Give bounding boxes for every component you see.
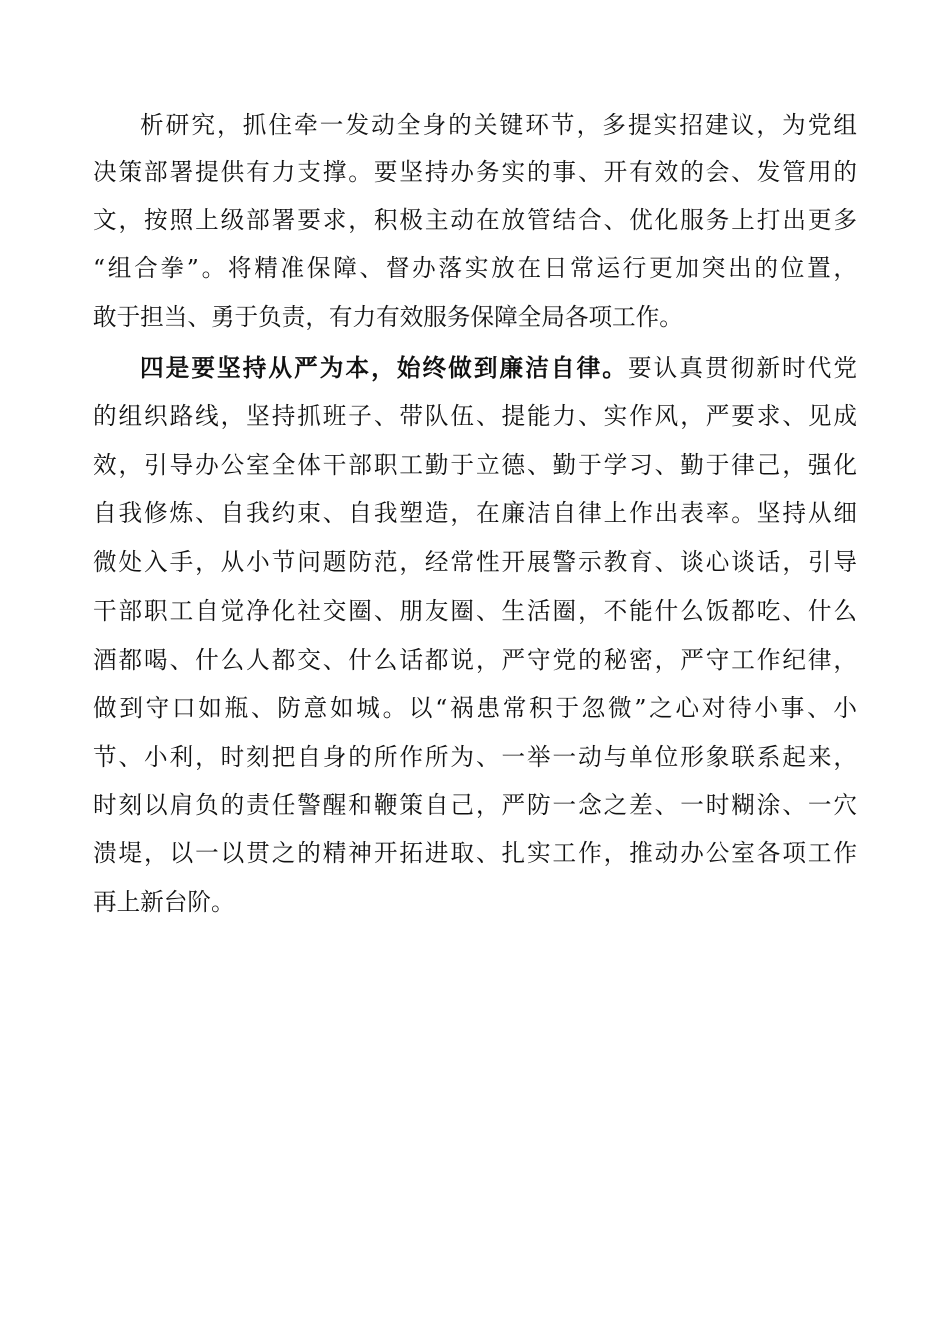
paragraph-2-line-1 [140,344,857,392]
paragraph-2-line-3: 效，引导办公室全体干部职工勤于立德、勤于学习、勤于律己，强化 [93,451,857,479]
paragraph-2-line-11: 溃堤，以一以贯之的精神开拓进取、扎实工作，推动办公室各项工作 [93,839,857,867]
paragraph-2-line-6: 干部职工自觉净化社交圈、朋友圈、生活圈，不能什么饭都吃、什么 [93,597,857,625]
paragraph-1-line-4: “组合拳”。将精准保障、督办落实放在日常运行更加突出的位置， [93,254,857,282]
paragraph-2-line-7: 酒都喝、什么人都交、什么话都说，严守党的秘密，严守工作纪律， [93,646,857,674]
paragraph-2-line-1-rest: 要认真贯彻新时代党 [627,354,857,382]
paragraph-1-line-3: 文，按照上级部署要求，积极主动在放管结合、优化服务上打出更多 [93,206,857,234]
paragraph-1-line-1: 析研究，抓住牵一发动全身的关键环节，多提实招建议，为党组 [140,111,857,139]
paragraph-2-line-12: 再上新台阶。 [93,888,235,916]
paragraph-2-line-9: 节、小利，时刻把自身的所作所为、一举一动与单位形象联系起来， [93,743,857,771]
paragraph-2-line-10: 时刻以肩负的责任警醒和鞭策自己，严防一念之差、一时糊涂、一穴 [93,791,857,819]
paragraph-2-line-5: 微处入手，从小节问题防范，经常性开展警示教育、谈心谈话，引导 [93,548,857,576]
paragraph-1-line-2: 决策部署提供有力支撑。要坚持办务实的事、开有效的会、发管用的 [93,158,857,186]
paragraph-2-line-4: 自我修炼、自我约束、自我塑造，在廉洁自律上作出表率。坚持从细 [93,499,857,527]
paragraph-1-line-5: 敢于担当、勇于负责，有力有效服务保障全局各项工作。 [93,303,683,331]
paragraph-2-line-8: 做到守口如瓶、防意如城。以“祸患常积于忽微”之心对待小事、小 [93,694,857,722]
paragraph-2-heading: 四是要坚持从严为本，始终做到廉洁自律。 [140,354,628,382]
paragraph-2-line-2: 的组织路线，坚持抓班子、带队伍、提能力、实作风，严要求、见成 [93,402,857,430]
